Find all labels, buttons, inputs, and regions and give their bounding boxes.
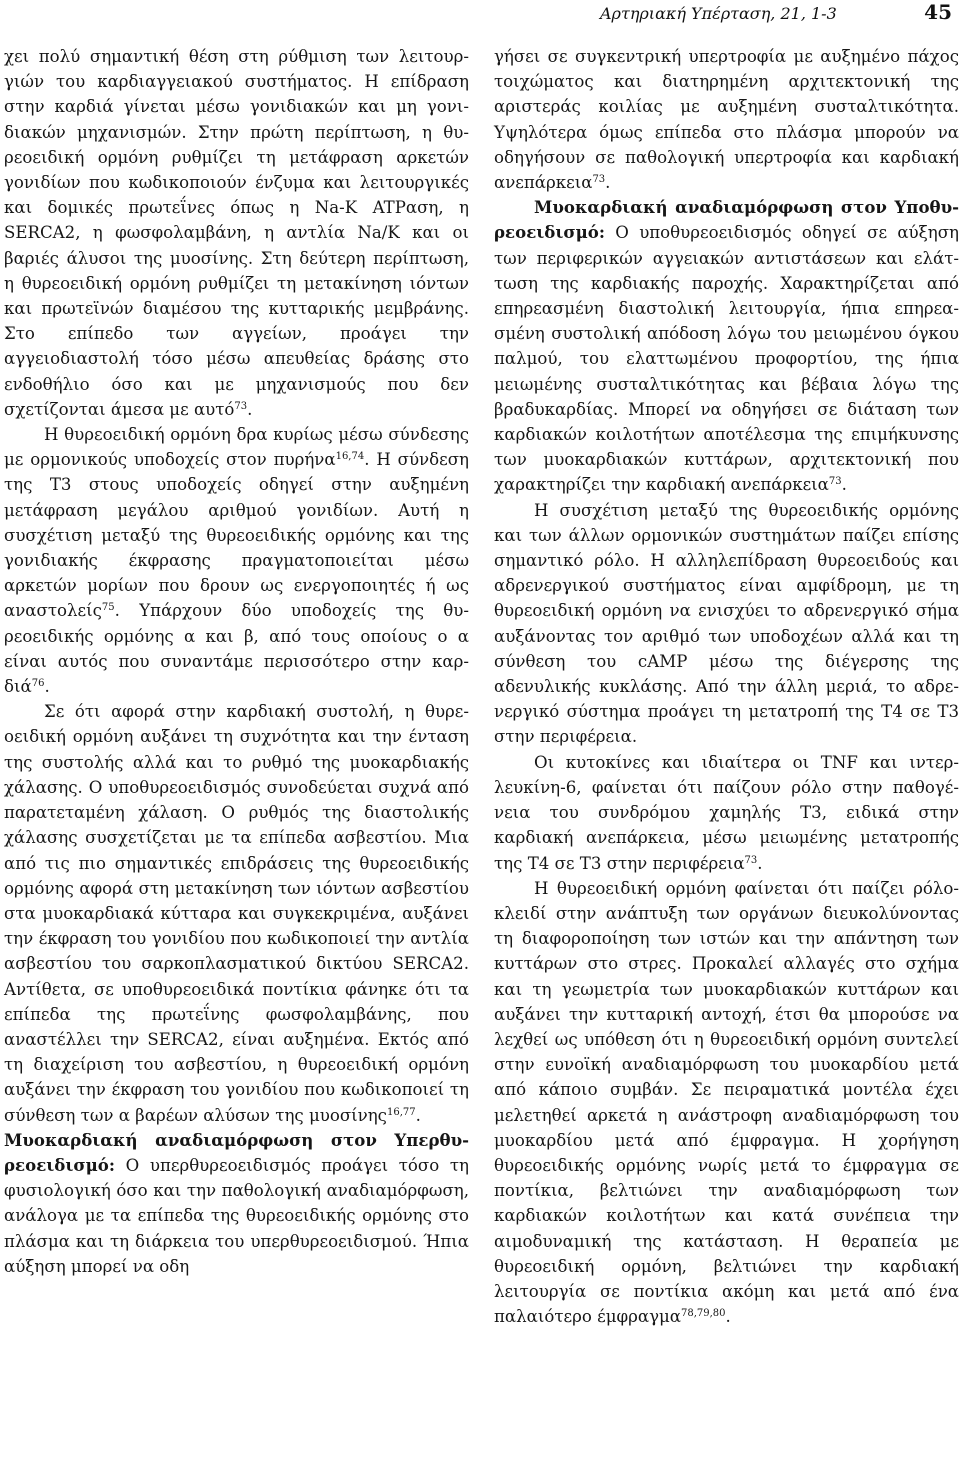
right-column: [494, 44, 959, 1329]
punctuation: .: [247, 399, 253, 419]
paragraph: [4, 1128, 469, 1279]
punctuation: .: [841, 475, 847, 495]
section-heading: Μυοκαρδιακή αναδιαμόρφωση στον Υπερθυρεοειδισμό:: [4, 1129, 469, 1175]
citation: 76: [31, 678, 45, 690]
citation: 73: [592, 174, 606, 186]
paragraph-text: χει πολύ σημαντική θέση στη ρύθμιση των λειτουργιών του καρδιαγγειακού συστήματος. Η επίδραση στην καρδιά γίνεται μέσω γονιδιακών και μη γονιδιακών μηχανισμών. Στην πρώτη περίπτωση, η θυρεοειδική ορμόνη ρυθμίζει τη μετάφραση αρκετών γονιδίων που κωδικοποιούν ένζυμα και λειτουργικές και δομικές πρωτεΐνες όπως η Na-K ATPαση, η SERCA2, η φωσφολαμβάνη, η αντλία Na/K και οι βαριές άλυσοι της μυοσίνης. Στη δεύτερη περίπτωση, η θυρεοειδική ορμόνη ρυθμίζει τη μετακίνηση ιόντων και πρωτεϊνών διαμέσου της κυτταρικής μεμβράνης. Στο επίπεδο των αγγείων, προάγει την αγγειοδιαστολή τόσο μέσω απευθείας δράσης στο ενδοθήλιο όσο και με μηχανισμούς που δεν σχετίζονται άμεσα με αυτό: [4, 47, 469, 419]
citation: 16,77: [386, 1106, 416, 1118]
paragraph-text: Η θυρεοειδική ορμόνη φαίνεται ότι παίζει ρόλο-κλειδί στην ανάπτυξη των οργάνων διευκολύνοντας τη διαφοροποίηση των ιστών και την απάντηση των κυττάρων στο στρες. Προκαλεί αλλαγές στο σχήμα και τη γεωμετρία των μυοκαρδιακών κυττάρων και αυξάνει την κυτταρική αντοχή, έτσι θα μπορούσε να λεχθεί ως υπόθεση ότι η θυρεοειδική ορμόνη συντελεί στην ευνοϊκή αναδιαμόρφωση του μυοκαρδίου μετά από κάποιο συμβάν. Σε πειραματικά μοντέλα έχει μελετηθεί αρκετά η ανάστροφη αναδιαμόρφωση του μυοκαρδίου μετά από έμφραγμα. Η χορήγηση θυρεοειδικής ορμόνης νωρίς μετά το έμφραγμα σε ποντίκια, βελτιώνει την αναδιαμόρφωση των καρδιακών κοιλοτήτων και κατά συνέπεια την αιμοδυναμική της κατάσταση. Η θεραπεία με θυρεοειδική ορμόνη, βελτιώνει την καρδιακή λειτουργία σε ποντίκια ακόμη και μετά από ένα παλαιότερο έμφραγμα: [494, 878, 959, 1327]
punctuation: .: [44, 677, 50, 697]
paragraph: [494, 498, 959, 750]
citation: 75: [101, 602, 115, 614]
citation: 78,79,80: [681, 1308, 726, 1320]
paragraph-text: Ο υπερθυρεοειδισμός προάγει τόσο τη φυσιολογική όσο και την παθολογική αναδιαμόρφωση, ανάλογα με τα επίπεδα της θυρεοειδικής ορμόνης στο πλάσμα και τη διάρκεια του υπερθυρεοειδισμού. Ήπια αύξηση μπορεί να οδη: [4, 1155, 469, 1276]
paragraph-text: . Υπάρχουν δύο υποδοχείς της θυρεοειδικής ορμόνης α και β, από τους οποίους ο α είναι αυτός που συναντάμε περισσότερο στην καρδιά: [4, 601, 469, 697]
citation: 73: [234, 400, 248, 412]
paragraph: [494, 195, 959, 497]
paragraph-text: Σε ότι αφορά στην καρδιακή συστολή, η θυρεοειδική ορμόνη αυξάνει τη συχνότητα και την ένταση της συστολής αλλά και το ρυθμό της μυοκαρδιακής χάλασης. Ο υποθυρεοειδισμός συνοδεύεται συχνά από παρατεταμένη χάλαση. Ο ρυθμός της διαστολικής χάλασης συσχετίζεται με τα επίπεδα ασβεστίου. Μια από τις πιο σημαντικές επιδράσεις της θυρεοειδικής ορμόνης αφορά στη μετακίνηση των ιόντων ασβεστίου στα μυοκαρδιακά κύτταρα και συγκεκριμένα, αυξάνει την έκφραση του γονιδίου που κωδικοποιεί την αντλία ασβεστίου του σαρκοπλασματικού δικτύου SERCA2. Αντίθετα, σε υποθυρεοειδικά ποντίκια φάνηκε ότι τα επίπεδα της πρωτεΐνης φωσφολαμβάνης, που αναστέλλει την SERCA2, είναι αυξημένα. Εκτός από τη διαχείριση του ασβεστίου, η θυρεοειδική ορμόνη αυξάνει την έκφραση του γονιδίου που κωδικοποιεί τη σύνθεση των α βαρέων αλύσων της μυοσίνης: [4, 702, 469, 1125]
paragraph-text: Η συσχέτιση μεταξύ της θυρεοειδικής ορμόνης και των άλλων ορμονικών συστημάτων παίζει επίσης σημαντικό ρόλο. Η αλληλεπίδραση θυρεοειδούς και αδρενεργικού συστήματος είναι αμφίδρομη, με τη θυρεοειδική ορμόνη να ενισχύει το αδρενεργικό σήμα αυξάνοντας τον αριθμό των υποδοχέων αλλά και τη σύνθεση του cAMP μέσω της διέγερσης της αδενυλικής κυκλάσης. Από την άλλη μεριά, το αδρενεργικό σύστημα προάγει τη μετατροπή της T4 σε T3 στην περιφέρεια.: [494, 500, 959, 747]
punctuation: .: [605, 173, 611, 193]
paragraph: [4, 422, 469, 699]
left-column: [4, 44, 469, 1279]
running-head: Αρτηριακή Υπέρταση, 21, 1-3: [600, 4, 837, 23]
paragraph: [494, 750, 959, 876]
paragraph: [4, 699, 469, 1127]
citation: 73: [828, 476, 842, 488]
paragraph-text: . Η σύνδεση της T3 στους υποδοχείς οδηγεί στην αυξημένη μετάφραση μεγάλου αριθμού γονιδίων. Αυτή η συσχέτιση μεταξύ της θυρεοειδικής ορμόνης και της γονιδιακής έκφρασης πραγματοποιείται μέσω αρκετών μορίων που δρουν ως ενεργοποιητές ή ως αναστολείς: [4, 450, 469, 621]
paragraph: [494, 876, 959, 1330]
citation: 73: [744, 854, 758, 866]
paragraph-text: Η θυρεοειδική ορμόνη δρα κυρίως μέσω σύνδεσης με ορμονικούς υποδοχείς στον πυρήνα: [4, 425, 469, 470]
citation: 16,74: [335, 451, 365, 463]
page-number: 45: [924, 0, 952, 24]
paragraph-text: Ο υποθυρεοειδισμός οδηγεί σε αύξηση των περιφερικών αγγειακών αντιστάσεων και ελάττωση της καρδιακής παροχής. Χαρακτηρίζεται από επηρεασμένη διαστολική λειτουργία, ήπια επηρεασμένη συστολική απόδοση λόγω του μειωμένου όγκου παλμού, του ελαττωμένου προφορτίου, της ήπια μειωμένης συσταλτικότητας και βέβαια λόγω της βραδυκαρδίας. Μπορεί να οδηγήσει σε διάταση των καρδιακών κοιλοτήτων αποτέλεσμα της επιμήκυνσης των μυοκαρδιακών κυττάρων, αρχιτεκτονική που χαρακτηρίζει την καρδιακή ανεπάρκεια: [494, 223, 959, 495]
paragraph: [4, 44, 469, 422]
paragraph-text: γήσει σε συγκεντρική υπερτροφία με αυξημένο πάχος τοιχώματος και διατηρημένη αρχιτεκτονική της αριστεράς κοιλίας με αυξημένη συσταλτικότητα. Υψηλότερα όμως επίπεδα στο πλάσμα μπορούν να οδηγήσουν σε παθολογική υπερτροφία και καρδιακή ανεπάρκεια: [494, 47, 959, 193]
punctuation: .: [757, 853, 763, 873]
paragraph: [494, 44, 959, 195]
punctuation: .: [415, 1105, 421, 1125]
section-heading: Μυοκαρδιακή αναδιαμόρφωση στον Υποθυρεοειδισμό:: [494, 197, 959, 243]
paragraph-text: Οι κυτοκίνες και ιδιαίτερα οι TNF και ιντερλευκίνη-6, φαίνεται ότι παίζουν ρόλο στην παθογένεια του συνδρόμου χαμηλής T3, ειδικά στην καρδιακή ανεπάρκεια, μέσω μειωμένης μετατροπής της T4 σε T3 στην περιφέρεια: [494, 752, 959, 873]
punctuation: .: [725, 1307, 731, 1327]
